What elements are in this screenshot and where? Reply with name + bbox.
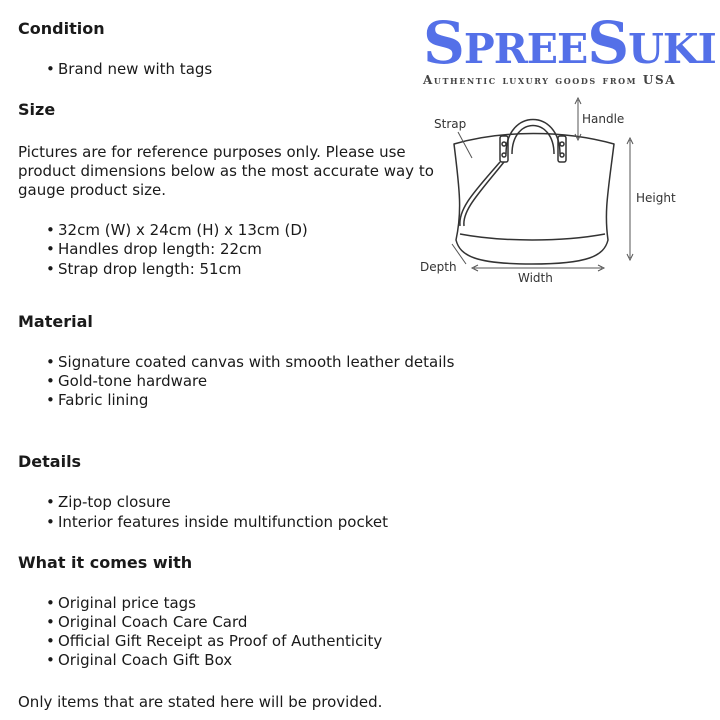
size-note (18, 143, 438, 200)
condition-list (18, 60, 438, 79)
handle-label: Handle (582, 112, 625, 126)
comes-with-heading: What it comes with (18, 552, 193, 572)
depth-label: Depth (420, 260, 457, 274)
list-item: • Official Gift Receipt as Proof of Authenticity (46, 632, 438, 651)
width-label: Width (518, 271, 553, 285)
details-heading: Details (18, 452, 82, 472)
list-item: • Original price tags (46, 594, 438, 613)
list-item: • Handles drop length: 22cm (46, 240, 438, 259)
list-item: • Brand new with tags (46, 60, 438, 79)
list-item: • Interior features inside multifunction pocket (46, 513, 438, 532)
size-note-line: product dimensions below as the most accurate way to (18, 162, 434, 181)
list-item: • Original Coach Gift Box (46, 651, 438, 670)
spreesuki-logo (423, 9, 716, 87)
strap-label: Strap (434, 117, 467, 131)
height-label: Height (636, 191, 676, 205)
size-heading: Size (18, 100, 56, 120)
details-list (18, 493, 438, 531)
comes-with-list (18, 594, 438, 671)
bag-outline-icon (454, 120, 614, 265)
material-heading: Material (18, 311, 93, 331)
size-note-line: Pictures are for reference purposes only. Please use (18, 143, 406, 162)
bag-dimensions-diagram (412, 92, 712, 292)
list-item: • Signature coated canvas with smooth leather details (46, 353, 438, 372)
logo-subtitle: Authentic luxury goods from USA (423, 73, 677, 87)
material-list (18, 352, 455, 411)
list-item: • Original Coach Care Card (46, 613, 438, 632)
list-item: • Fabric lining (46, 391, 438, 410)
logo-title: SpreeSuki (423, 9, 716, 77)
size-list (18, 221, 438, 279)
list-item: • Zip-top closure (46, 493, 438, 512)
list-item: • 32cm (W) x 24cm (H) x 13cm (D) (46, 221, 438, 240)
condition-heading: Condition (18, 19, 105, 38)
list-item: • Strap drop length: 51cm (46, 260, 438, 279)
size-note-line: gauge product size. (18, 181, 167, 200)
list-item: • Gold-tone hardware (46, 372, 438, 391)
footer-note: Only items that are stated here will be provided. (18, 692, 383, 711)
